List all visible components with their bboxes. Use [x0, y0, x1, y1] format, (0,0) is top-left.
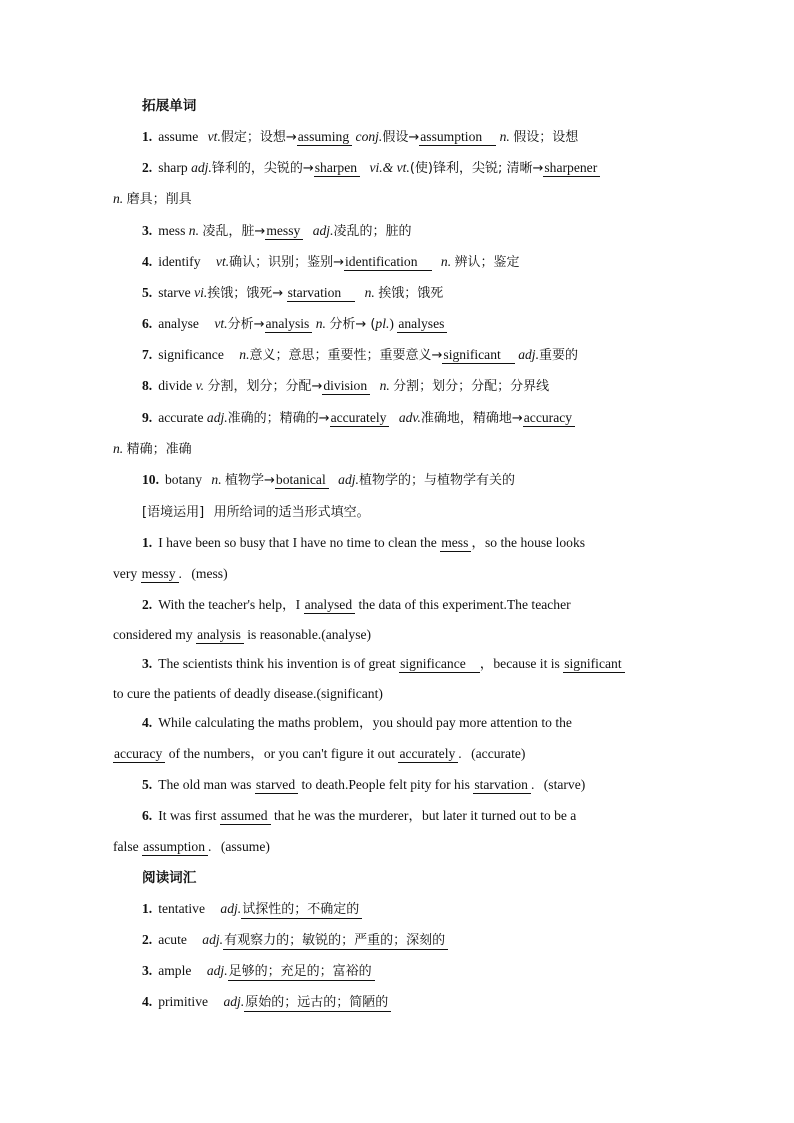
answer-blank: messy [141, 565, 179, 583]
section-title-context: [语境运用] 用所给词的适当形式填空。 [142, 505, 370, 520]
answer-blank: identification [344, 253, 431, 271]
answer-blank: assumed [220, 807, 271, 825]
context-item-2: 2. With the teacher's help，I analysed the data of this experiment.The teacher [142, 597, 571, 612]
answer-blank: significant [563, 655, 624, 673]
expand-item-5: 5. starve vi.挨饿；饿死→ starvation n. 挨饿；饿死 [142, 285, 444, 301]
context-item-3: 3. The scientists think his invention is of great significance ，because it is significant [142, 654, 688, 674]
answer-blank: analysed [304, 596, 356, 614]
answer-blank: significance [399, 655, 480, 673]
answer-blank: 有观察力的；敏锐的；严重的；深刻的 [223, 932, 448, 950]
expand-item-2-cont: n. 磨具；削具 [113, 191, 192, 207]
answer-blank: starvation [287, 284, 356, 302]
reading-item-4: 4. primitive adj.原始的；远古的；简陋的 [142, 992, 688, 1012]
expand-item-9: 9. accurate adj.准确的；精确的→accurately adv.准确地，精确地→accuracy [142, 408, 688, 429]
reading-item-2: 2. acute adj.有观察力的；敏锐的；严重的；深刻的 [142, 930, 688, 950]
expand-item-8: 8. divide v. 分割，划分；分配→division n. 分割；划分；分配；分界线 [142, 378, 550, 394]
context-item-5: 5. The old man was starved to death.People felt pity for his starvation . (starve) [142, 777, 586, 792]
answer-blank: 原始的；远古的；简陋的 [244, 994, 391, 1012]
answer-blank: sharpener [543, 159, 600, 177]
answer-blank: division [322, 377, 370, 395]
context-item-1: 1. I have been so busy that I have no time to clean the mess ，so the house looks [142, 535, 586, 550]
answer-blank: assumption [419, 128, 496, 146]
context-item-6: 6. It was first assumed that he was the murderer，but later it turned out to be a [142, 808, 577, 823]
expand-item-9-cont: n. 精确；准确 [113, 441, 192, 457]
answer-blank: assumption [142, 838, 208, 856]
context-item-4: 4. While calculating the maths problem，you should pay more attention to the [142, 715, 572, 730]
expand-item-10: 10. botany n. 植物学→botanical adj.植物学的；与植物学有关的 [142, 472, 515, 488]
answer-blank: accuracy [523, 409, 575, 427]
answer-blank: starvation [473, 776, 531, 794]
reading-item-1: 1. tentative adj.试探性的；不确定的 [142, 899, 688, 919]
answer-blank: analysis [265, 315, 313, 333]
answer-blank: accurately [330, 409, 390, 427]
answer-blank: sharpen [314, 159, 360, 177]
expand-item-2: 2. sharp adj.锋利的，尖锐的→sharpen vi.& vt.(使)锋利，尖锐; 清晰→sharpener [142, 158, 688, 179]
answer-blank: accurately [398, 745, 458, 763]
expand-item-6: 6. analyse vt.分析→analysis n. 分析→ (pl.) analyses [142, 314, 688, 335]
context-item-6-cont: false assumption . (assume) [113, 839, 270, 854]
section-title-expand: 拓展单词 [142, 98, 197, 114]
answer-blank: accuracy [113, 745, 165, 763]
answer-blank: analysis [196, 626, 244, 644]
answer-blank: significant [442, 346, 514, 364]
expand-item-7: 7. significance n.意义；意思；重要性；重要意义→significant adj.重要的 [142, 347, 578, 363]
expand-item-1: 1. assume vt.假定；设想→assuming conj.假设→assumption n. 假设；设想 [142, 129, 579, 145]
answer-blank: assuming [297, 128, 352, 146]
expand-item-4: 4. identify vt.确认；识别；鉴别→identification n. 辨认；鉴定 [142, 254, 520, 270]
reading-item-3: 3. ample adj.足够的；充足的；富裕的 [142, 961, 688, 981]
answer-blank: analyses [397, 315, 447, 333]
answer-blank: starved [255, 776, 298, 794]
answer-blank: messy [265, 222, 303, 240]
answer-blank: mess [440, 534, 471, 552]
section-title-reading: 阅读词汇 [142, 870, 197, 886]
answer-blank: 足够的；充足的；富裕的 [228, 963, 375, 981]
context-item-4-cont: accuracy of the numbers，or you can't figure it out accurately . (accurate) [114, 746, 526, 761]
context-item-1-cont: very messy . (mess) [113, 566, 228, 581]
context-item-2-cont: considered my analysis is reasonable.(analyse) [113, 627, 372, 642]
context-item-3-cont: to cure the patients of deadly disease.(significant) [113, 686, 383, 701]
answer-blank: 试探性的；不确定的 [241, 901, 362, 919]
expand-item-3: 3. mess n. 凌乱，脏→messy adj.凌乱的；脏的 [142, 223, 412, 239]
answer-blank: botanical [275, 471, 329, 489]
